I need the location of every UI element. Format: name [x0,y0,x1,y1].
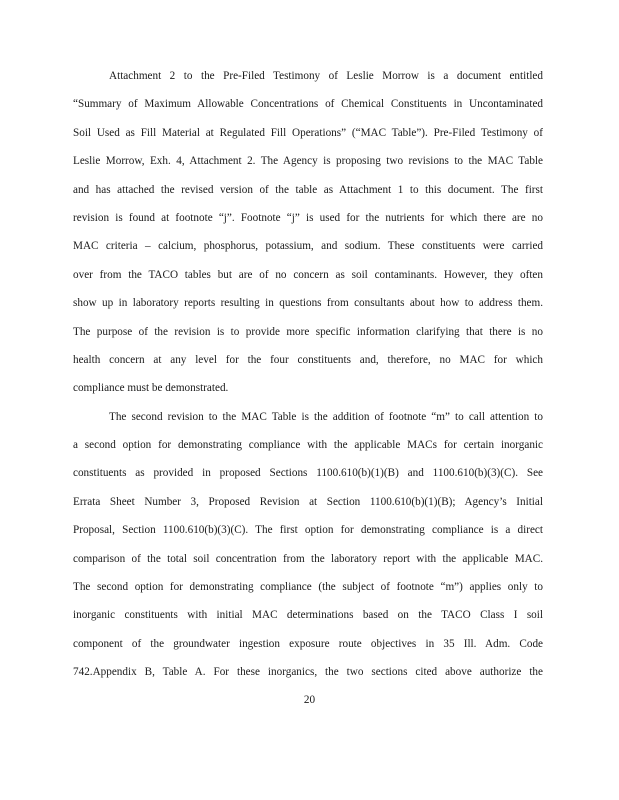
text-line: comparison of the total soil concentration from the laboratory report with the applicable MAC. [73,552,543,565]
text-line: Leslie Morrow, Exh. 4, Attachment 2. The Agency is proposing two revisions to the MAC Table [73,155,543,168]
text-line: 742.Appendix B, Table A. For these inorganics, the two sections cited above authorize the [73,666,543,679]
text-line: and has attached the revised version of the table as Attachment 1 to this document. The first [73,183,543,196]
text-line: health concern at any level for the four constituents and, therefore, no MAC for which [73,353,543,366]
text-line: “Summary of Maximum Allowable Concentrations of Chemical Constituents in Uncontaminated [73,98,543,111]
paragraph-1 [73,62,543,403]
text-line: show up in laboratory reports resulting in questions from consultants about how to address them. [73,297,543,310]
text-line: Attachment 2 to the Pre-Filed Testimony of Leslie Morrow is a document entitled [109,70,543,82]
text-line: compliance must be demonstrated. [73,382,229,395]
text-line: The purpose of the revision is to provide more specific information clarifying that there is no [73,325,543,338]
text-line: MAC criteria – calcium, phosphorus, potassium, and sodium. These constituents were carried [73,240,543,253]
paragraph-2 [73,403,543,687]
text-line: inorganic constituents with initial MAC determinations based on the TACO Class I soil [73,609,543,622]
text-line: Errata Sheet Number 3, Proposed Revision at Section 1100.610(b)(1)(B); Agency’s Initial [73,495,543,508]
text-line: a second option for demonstrating compliance with the applicable MACs for certain inorganic [73,439,543,452]
text-line: Proposal, Section 1100.610(b)(3)(C). The first option for demonstrating compliance is a direct [73,524,543,537]
text-line: The second option for demonstrating compliance (the subject of footnote “m”) applies only to [73,581,543,594]
text-line: over from the TACO tables but are of no concern as soil contaminants. However, they often [73,268,543,281]
text-line: component of the groundwater ingestion exposure route objectives in 35 Ill. Adm. Code [73,637,543,650]
text-line: The second revision to the MAC Table is the addition of footnote “m” to call attention to [109,410,543,423]
text-line: Soil Used as Fill Material at Regulated Fill Operations” (“MAC Table”). Pre-Filed Testimony of [73,126,543,139]
body-text [73,62,543,687]
page-number: 20 [303,694,316,706]
text-line: revision is found at footnote “j”. Footnote “j” is used for the nutrients for which there are no [73,211,543,224]
text-line: constituents as provided in proposed Sections 1100.610(b)(1)(B) and 1100.610(b)(3)(C). See [73,467,543,480]
